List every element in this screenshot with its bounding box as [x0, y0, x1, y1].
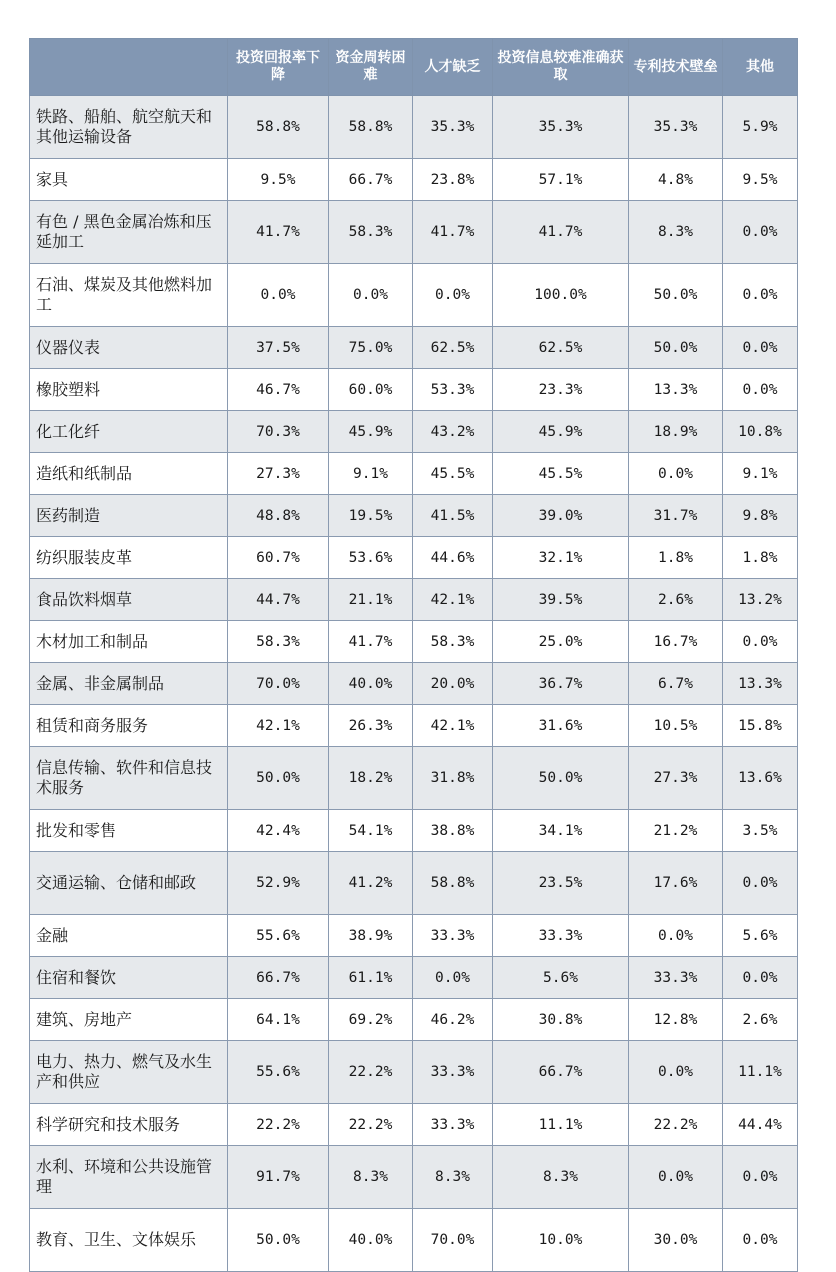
value-cell: 3.5%	[723, 810, 798, 852]
value-cell: 9.1%	[723, 453, 798, 495]
value-cell: 41.7%	[228, 201, 329, 264]
value-cell: 0.0%	[723, 327, 798, 369]
industry-cell: 水利、环境和公共设施管理	[30, 1146, 228, 1209]
value-cell: 5.6%	[493, 957, 629, 999]
value-cell: 91.7%	[228, 1146, 329, 1209]
header-patent-barrier: 专利技术壁垒	[629, 39, 723, 96]
value-cell: 54.1%	[329, 810, 413, 852]
value-cell: 43.2%	[413, 411, 493, 453]
value-cell: 0.0%	[629, 1146, 723, 1209]
industry-cell: 教育、卫生、文体娱乐	[30, 1209, 228, 1272]
header-talent-shortage: 人才缺乏	[413, 39, 493, 96]
value-cell: 0.0%	[723, 621, 798, 663]
value-cell: 58.3%	[329, 201, 413, 264]
value-cell: 0.0%	[329, 264, 413, 327]
value-cell: 23.8%	[413, 159, 493, 201]
value-cell: 23.5%	[493, 852, 629, 915]
value-cell: 6.7%	[629, 663, 723, 705]
table-row	[30, 453, 798, 495]
table-row	[30, 957, 798, 999]
value-cell: 48.8%	[228, 495, 329, 537]
value-cell: 60.0%	[329, 369, 413, 411]
value-cell: 36.7%	[493, 663, 629, 705]
value-cell: 38.8%	[413, 810, 493, 852]
value-cell: 60.7%	[228, 537, 329, 579]
value-cell: 70.3%	[228, 411, 329, 453]
table-row	[30, 915, 798, 957]
value-cell: 42.1%	[228, 705, 329, 747]
value-cell: 22.2%	[629, 1104, 723, 1146]
value-cell: 2.6%	[723, 999, 798, 1041]
industry-cell: 纺织服装皮革	[30, 537, 228, 579]
industry-cell: 建筑、房地产	[30, 999, 228, 1041]
value-cell: 5.9%	[723, 96, 798, 159]
header-investment-info: 投资信息较难准确获取	[493, 39, 629, 96]
value-cell: 9.5%	[723, 159, 798, 201]
table-row	[30, 159, 798, 201]
value-cell: 22.2%	[329, 1104, 413, 1146]
value-cell: 69.2%	[329, 999, 413, 1041]
industry-cell: 信息传输、软件和信息技术服务	[30, 747, 228, 810]
header-other: 其他	[723, 39, 798, 96]
table-row	[30, 1146, 798, 1209]
value-cell: 66.7%	[329, 159, 413, 201]
value-cell: 46.2%	[413, 999, 493, 1041]
value-cell: 11.1%	[723, 1041, 798, 1104]
industry-cell: 仪器仪表	[30, 327, 228, 369]
value-cell: 42.1%	[413, 579, 493, 621]
table-row	[30, 1104, 798, 1146]
value-cell: 9.1%	[329, 453, 413, 495]
industry-cell: 科学研究和技术服务	[30, 1104, 228, 1146]
value-cell: 50.0%	[493, 747, 629, 810]
value-cell: 42.4%	[228, 810, 329, 852]
value-cell: 46.7%	[228, 369, 329, 411]
value-cell: 42.1%	[413, 705, 493, 747]
value-cell: 70.0%	[228, 663, 329, 705]
value-cell: 9.8%	[723, 495, 798, 537]
value-cell: 33.3%	[493, 915, 629, 957]
value-cell: 58.8%	[228, 96, 329, 159]
industry-cell: 造纸和纸制品	[30, 453, 228, 495]
value-cell: 75.0%	[329, 327, 413, 369]
value-cell: 41.7%	[493, 201, 629, 264]
value-cell: 40.0%	[329, 663, 413, 705]
value-cell: 31.6%	[493, 705, 629, 747]
value-cell: 50.0%	[228, 747, 329, 810]
industry-cell: 医药制造	[30, 495, 228, 537]
value-cell: 9.5%	[228, 159, 329, 201]
value-cell: 35.3%	[413, 96, 493, 159]
value-cell: 20.0%	[413, 663, 493, 705]
value-cell: 100.0%	[493, 264, 629, 327]
value-cell: 10.5%	[629, 705, 723, 747]
industry-cell: 石油、煤炭及其他燃料加工	[30, 264, 228, 327]
industry-cell: 批发和零售	[30, 810, 228, 852]
value-cell: 52.9%	[228, 852, 329, 915]
value-cell: 1.8%	[629, 537, 723, 579]
value-cell: 41.2%	[329, 852, 413, 915]
table-row	[30, 96, 798, 159]
industry-difficulty-table	[29, 38, 798, 1272]
value-cell: 30.8%	[493, 999, 629, 1041]
table-row	[30, 810, 798, 852]
table-row	[30, 747, 798, 810]
industry-cell: 金融	[30, 915, 228, 957]
value-cell: 1.8%	[723, 537, 798, 579]
value-cell: 53.6%	[329, 537, 413, 579]
table-row	[30, 579, 798, 621]
value-cell: 0.0%	[629, 1041, 723, 1104]
value-cell: 15.8%	[723, 705, 798, 747]
value-cell: 22.2%	[329, 1041, 413, 1104]
value-cell: 39.5%	[493, 579, 629, 621]
value-cell: 40.0%	[329, 1209, 413, 1272]
value-cell: 4.8%	[629, 159, 723, 201]
value-cell: 35.3%	[493, 96, 629, 159]
table-row	[30, 537, 798, 579]
value-cell: 45.9%	[493, 411, 629, 453]
value-cell: 38.9%	[329, 915, 413, 957]
value-cell: 10.0%	[493, 1209, 629, 1272]
value-cell: 45.5%	[413, 453, 493, 495]
table-row	[30, 663, 798, 705]
value-cell: 26.3%	[329, 705, 413, 747]
value-cell: 50.0%	[629, 327, 723, 369]
value-cell: 53.3%	[413, 369, 493, 411]
value-cell: 70.0%	[413, 1209, 493, 1272]
value-cell: 0.0%	[413, 957, 493, 999]
value-cell: 57.1%	[493, 159, 629, 201]
value-cell: 0.0%	[723, 852, 798, 915]
industry-cell: 住宿和餐饮	[30, 957, 228, 999]
table-row	[30, 201, 798, 264]
table-row	[30, 264, 798, 327]
header-row	[30, 39, 798, 96]
value-cell: 44.7%	[228, 579, 329, 621]
industry-cell: 化工化纤	[30, 411, 228, 453]
header-industry	[30, 39, 228, 96]
value-cell: 13.2%	[723, 579, 798, 621]
value-cell: 41.7%	[329, 621, 413, 663]
table-row	[30, 852, 798, 915]
value-cell: 2.6%	[629, 579, 723, 621]
value-cell: 13.6%	[723, 747, 798, 810]
value-cell: 33.3%	[413, 1104, 493, 1146]
value-cell: 0.0%	[723, 369, 798, 411]
value-cell: 8.3%	[629, 201, 723, 264]
table-row	[30, 411, 798, 453]
table-row	[30, 705, 798, 747]
value-cell: 30.0%	[629, 1209, 723, 1272]
value-cell: 41.5%	[413, 495, 493, 537]
industry-cell: 租赁和商务服务	[30, 705, 228, 747]
value-cell: 0.0%	[629, 915, 723, 957]
value-cell: 44.4%	[723, 1104, 798, 1146]
industry-cell: 交通运输、仓储和邮政	[30, 852, 228, 915]
value-cell: 8.3%	[413, 1146, 493, 1209]
value-cell: 27.3%	[629, 747, 723, 810]
value-cell: 45.9%	[329, 411, 413, 453]
value-cell: 18.9%	[629, 411, 723, 453]
value-cell: 32.1%	[493, 537, 629, 579]
industry-cell: 铁路、船舶、航空航天和其他运输设备	[30, 96, 228, 159]
industry-cell: 金属、非金属制品	[30, 663, 228, 705]
industry-cell: 木材加工和制品	[30, 621, 228, 663]
value-cell: 19.5%	[329, 495, 413, 537]
header-capital-turnover: 资金周转困难	[329, 39, 413, 96]
value-cell: 23.3%	[493, 369, 629, 411]
table-row	[30, 495, 798, 537]
table-row	[30, 1209, 798, 1272]
value-cell: 21.1%	[329, 579, 413, 621]
value-cell: 0.0%	[723, 1209, 798, 1272]
value-cell: 58.8%	[329, 96, 413, 159]
value-cell: 17.6%	[629, 852, 723, 915]
header-roi-decline: 投资回报率下降	[228, 39, 329, 96]
table-row	[30, 621, 798, 663]
value-cell: 25.0%	[493, 621, 629, 663]
value-cell: 33.3%	[413, 915, 493, 957]
value-cell: 0.0%	[413, 264, 493, 327]
value-cell: 18.2%	[329, 747, 413, 810]
industry-cell: 电力、热力、燃气及水生产和供应	[30, 1041, 228, 1104]
value-cell: 58.3%	[228, 621, 329, 663]
industry-cell: 橡胶塑料	[30, 369, 228, 411]
table-body	[30, 96, 798, 1272]
industry-cell: 家具	[30, 159, 228, 201]
value-cell: 13.3%	[723, 663, 798, 705]
value-cell: 61.1%	[329, 957, 413, 999]
value-cell: 10.8%	[723, 411, 798, 453]
value-cell: 33.3%	[629, 957, 723, 999]
value-cell: 5.6%	[723, 915, 798, 957]
value-cell: 66.7%	[493, 1041, 629, 1104]
value-cell: 58.8%	[413, 852, 493, 915]
value-cell: 44.6%	[413, 537, 493, 579]
industry-cell: 有色 / 黑色金属冶炼和压延加工	[30, 201, 228, 264]
value-cell: 31.7%	[629, 495, 723, 537]
value-cell: 64.1%	[228, 999, 329, 1041]
value-cell: 0.0%	[629, 453, 723, 495]
value-cell: 34.1%	[493, 810, 629, 852]
industry-cell: 食品饮料烟草	[30, 579, 228, 621]
value-cell: 33.3%	[413, 1041, 493, 1104]
value-cell: 21.2%	[629, 810, 723, 852]
table-row	[30, 369, 798, 411]
value-cell: 35.3%	[629, 96, 723, 159]
value-cell: 0.0%	[723, 201, 798, 264]
value-cell: 27.3%	[228, 453, 329, 495]
value-cell: 50.0%	[629, 264, 723, 327]
value-cell: 39.0%	[493, 495, 629, 537]
value-cell: 66.7%	[228, 957, 329, 999]
value-cell: 12.8%	[629, 999, 723, 1041]
value-cell: 58.3%	[413, 621, 493, 663]
value-cell: 62.5%	[493, 327, 629, 369]
value-cell: 11.1%	[493, 1104, 629, 1146]
value-cell: 55.6%	[228, 1041, 329, 1104]
value-cell: 0.0%	[723, 264, 798, 327]
value-cell: 50.0%	[228, 1209, 329, 1272]
table-row	[30, 327, 798, 369]
table-row	[30, 1041, 798, 1104]
value-cell: 37.5%	[228, 327, 329, 369]
value-cell: 22.2%	[228, 1104, 329, 1146]
value-cell: 8.3%	[493, 1146, 629, 1209]
value-cell: 0.0%	[723, 957, 798, 999]
value-cell: 41.7%	[413, 201, 493, 264]
value-cell: 31.8%	[413, 747, 493, 810]
value-cell: 45.5%	[493, 453, 629, 495]
value-cell: 13.3%	[629, 369, 723, 411]
value-cell: 55.6%	[228, 915, 329, 957]
value-cell: 16.7%	[629, 621, 723, 663]
table-row	[30, 999, 798, 1041]
value-cell: 8.3%	[329, 1146, 413, 1209]
value-cell: 62.5%	[413, 327, 493, 369]
value-cell: 0.0%	[228, 264, 329, 327]
value-cell: 0.0%	[723, 1146, 798, 1209]
